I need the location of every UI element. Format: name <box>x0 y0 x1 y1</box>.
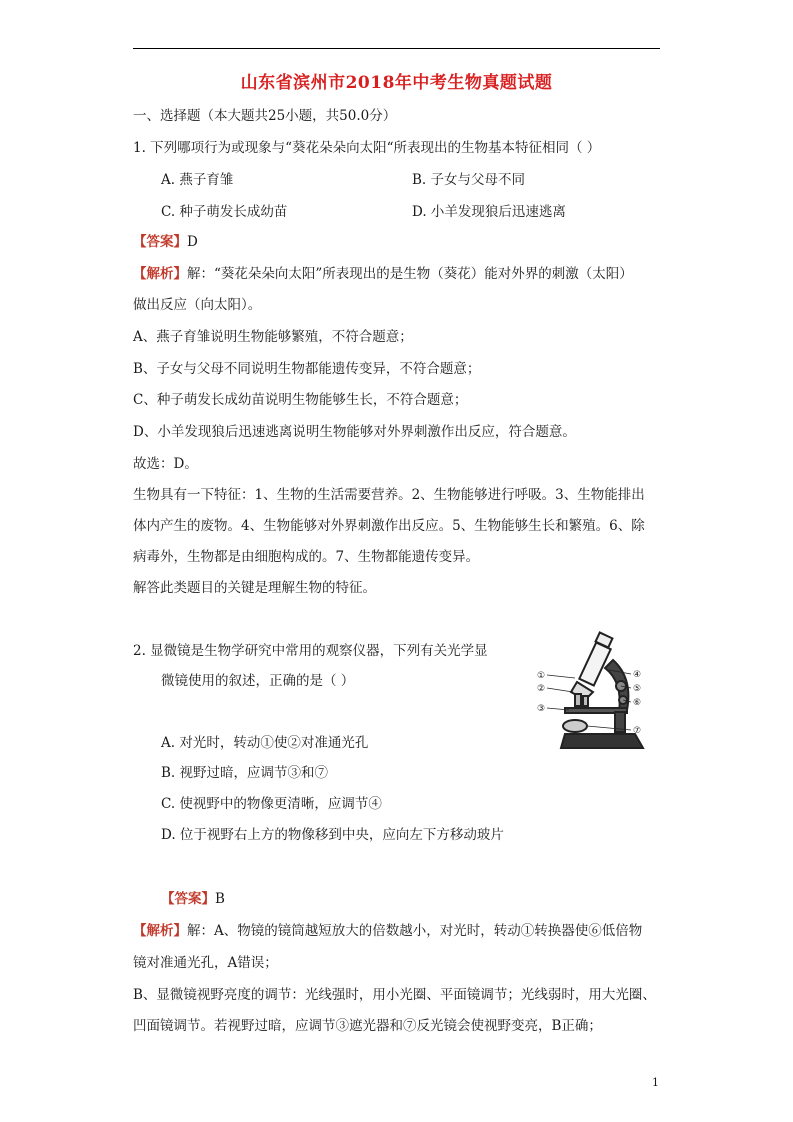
q2-option-a: A. 对光时，转动①使②对准通光孔 <box>161 735 369 751</box>
q2-analysis-line: 镜对准通光孔，A错误； <box>133 955 278 971</box>
analysis-tag: 【解析】 <box>133 923 187 939</box>
figure-label: ① <box>537 671 546 681</box>
page-number: 1 <box>652 1076 659 1089</box>
q1-analysis-line: 生物具有一下特征：1、生物的生活需要营养。2、生物能够进行呼吸。3、生物能排出 <box>133 487 645 503</box>
q1-option-a: A. 燕子育雏 <box>161 172 234 188</box>
q2-stem: 微镜使用的叙述，正确的是（ ） <box>161 673 355 689</box>
q2-option-c: C. 使视野中的物像更清晰，应调节④ <box>161 796 382 812</box>
q2-analysis-line: B、显微镜视野亮度的调节：光线强时，用小光圈、平面镜调节；光线弱时，用大光圈、 <box>133 987 656 1003</box>
q2-answer <box>161 890 225 908</box>
q1-stem: 1. 下列哪项行为或现象与“葵花朵朵向太阳“所表现出的生物基本特征相同（ ） <box>133 140 601 156</box>
answer-tag: 【答案】 <box>133 234 187 250</box>
q1-option-b: B. 子女与父母不同 <box>412 172 526 188</box>
figure-label: ⑦ <box>633 726 642 736</box>
q2-option-d: D. 位于视野右上方的物像移到中央，应向左下方移动玻片 <box>161 827 504 843</box>
q1-analysis-line: A、燕子育雏说明生物能够繁殖，不符合题意； <box>133 329 413 345</box>
q1-analysis-line: 解答此类题目的关键是理解生物的特征。 <box>133 580 376 596</box>
q1-analysis-line: 故选：D。 <box>133 456 198 472</box>
page-title: 山东省滨州市2018年中考生物真题试题 <box>240 73 553 93</box>
analysis-tag: 【解析】 <box>133 266 187 282</box>
q1-option-d: D. 小羊发现狼后迅速逃离 <box>412 204 566 220</box>
q1-analysis-line: 病毒外，生物都是由细胞构成的。7、生物都能遗传变异。 <box>133 549 480 565</box>
q1-answer <box>133 233 198 251</box>
q2-stem: 2. 显微镜是生物学研究中常用的观察仪器，下列有关光学显 <box>133 643 488 659</box>
figure-label: ③ <box>537 704 546 714</box>
q1-option-c: C. 种子萌发长成幼苗 <box>161 204 288 220</box>
q1-analysis-line: B、子女与父母不同说明生物都能遗传变异，不符合题意； <box>133 361 481 377</box>
figure-label: ⑤ <box>633 684 642 694</box>
header-rule <box>133 48 660 49</box>
q2-analysis-line: 【解析】解：A、物镜的镜筒越短放大的倍数越小，对光时，转动①转换器使⑥低倍物 <box>133 923 643 939</box>
q1-analysis-line: D、小羊发现狼后迅速逃离说明生物能够对外界刺激作出反应，符合题意。 <box>133 424 576 440</box>
q1-analysis-line: 做出反应（向太阳）。 <box>133 297 262 313</box>
figure-label: ② <box>537 684 546 694</box>
figure-label: ⑥ <box>633 698 642 708</box>
answer-value: D <box>187 234 198 250</box>
figure-label: ④ <box>633 670 642 680</box>
q2-analysis-line: 凹面镜调节。若视野过暗，应调节③遮光器和⑦反光镜会使视野变亮，B正确； <box>133 1018 602 1034</box>
microscope-figure <box>535 630 660 755</box>
q1-analysis-line: 体内产生的废物。4、生物能够对外界刺激作出反应。5、生物能够生长和繁殖。6、除 <box>133 518 645 534</box>
answer-value: B <box>215 891 225 907</box>
q1-analysis-line: C、种子萌发长成幼苗说明生物能够生长，不符合题意； <box>133 392 468 408</box>
q1-analysis-line: 【解析】解：“葵花朵朵向太阳”所表现出的是生物（葵花）能对外界的刺激（太阳） <box>133 266 633 282</box>
q2-option-b: B. 视野过暗，应调节③和⑦ <box>161 765 329 781</box>
answer-tag: 【答案】 <box>161 891 215 907</box>
section-heading: 一、选择题（本大题共25小题，共50.0分） <box>133 108 397 124</box>
